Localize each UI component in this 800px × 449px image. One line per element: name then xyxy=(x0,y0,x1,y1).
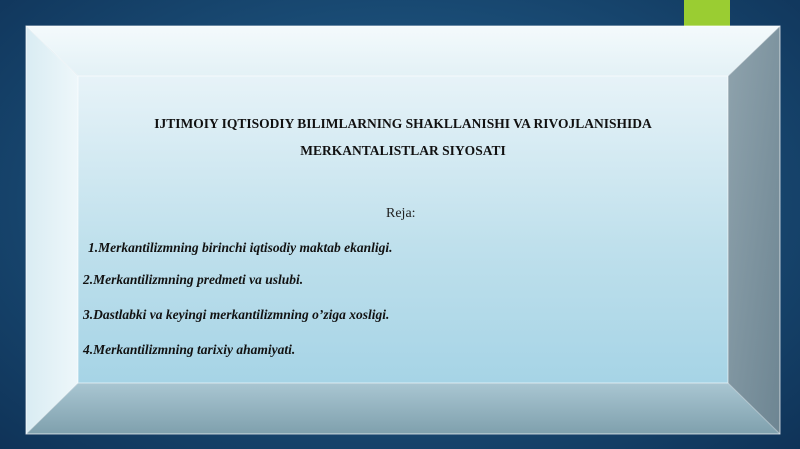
content-panel xyxy=(78,76,728,383)
title-line-2: MERKANTALISTLAR SIYOSATI xyxy=(300,143,506,158)
plan-item-4: 4.Merkantilizmning tarixiy ahamiyati. xyxy=(83,342,296,357)
plan-item-1: 1.Merkantilizmning birinchi iqtisodiy maktab ekanligi. xyxy=(88,240,393,255)
plan-item-3: 3.Dastlabki va keyingi merkantilizmning o’ziga xosligi. xyxy=(83,307,390,322)
reja-heading: Reja: xyxy=(386,206,416,221)
title-line-1: IJTIMOIY IQTISODIY BILIMLARNING SHAKLLANISHI VA RIVOJLANISHIDA xyxy=(154,116,652,131)
plan-item-2: 2.Merkantilizmning predmeti va uslubi. xyxy=(83,272,304,287)
slide-title xyxy=(78,110,728,164)
